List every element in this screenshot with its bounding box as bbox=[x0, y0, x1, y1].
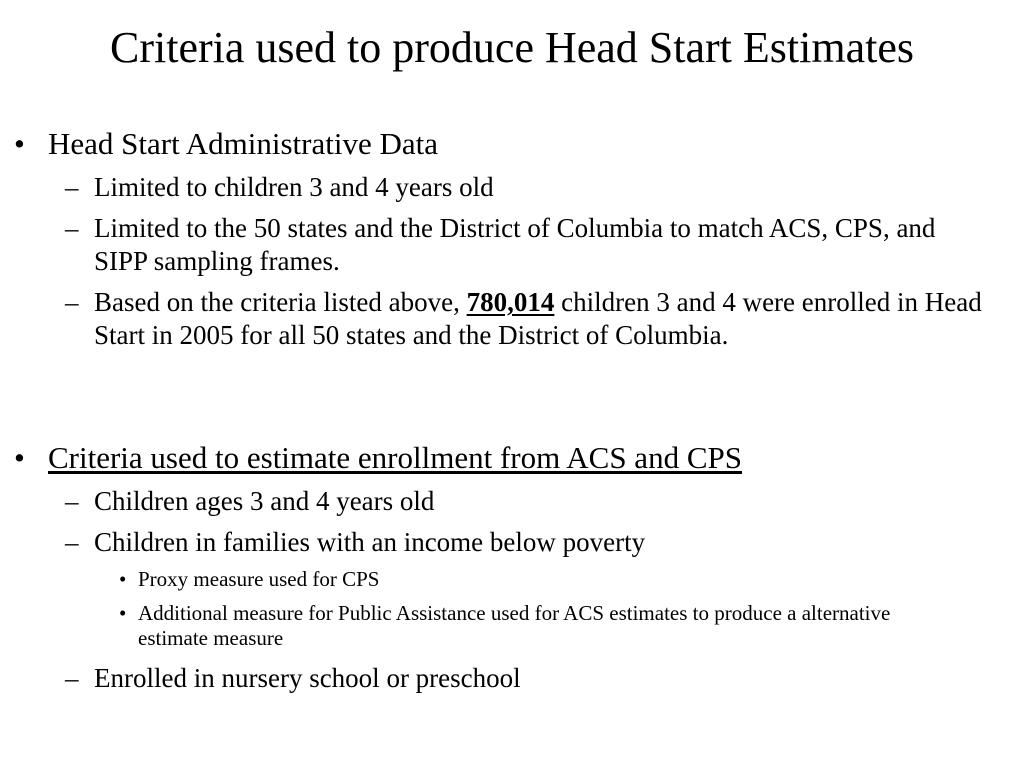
bullet-marker: • bbox=[119, 567, 127, 591]
bullet-marker: • bbox=[14, 126, 25, 161]
section1-item-1 bbox=[65, 171, 995, 204]
section2-subitem-1-text: Proxy measure used for CPS bbox=[138, 567, 380, 591]
section1-item-2-text: Limited to the 50 states and the District of Columbia to match ACS, CPS, and SIPP sampling frames. bbox=[94, 213, 936, 276]
dash-marker: – bbox=[65, 213, 79, 243]
section2-heading: Criteria used to estimate enrollment from ACS and CPS bbox=[48, 440, 742, 475]
dash-marker: – bbox=[65, 172, 79, 202]
section2-item-1 bbox=[65, 485, 995, 518]
section1-item-1-text: Limited to children 3 and 4 years old bbox=[94, 172, 494, 202]
section2-subitem-2 bbox=[116, 601, 926, 651]
section2-item-3 bbox=[65, 662, 995, 695]
section2-subitem-1 bbox=[116, 567, 976, 592]
dash-marker: – bbox=[65, 527, 79, 557]
dash-marker: – bbox=[65, 663, 79, 693]
section1-heading-row bbox=[0, 127, 1000, 161]
section2-item-2 bbox=[65, 526, 995, 559]
bullet-marker: • bbox=[119, 601, 127, 625]
dash-marker: – bbox=[65, 287, 79, 317]
section2-item-3-text: Enrolled in nursery school or preschool bbox=[94, 663, 521, 693]
section1-item-3 bbox=[65, 286, 995, 352]
section2-subitem-2-text: Additional measure for Public Assistance used for ACS estimates to produce a alternative estimate measure bbox=[138, 601, 891, 650]
enrollment-count: 780,014 bbox=[466, 287, 555, 317]
bullet-marker: • bbox=[14, 440, 25, 475]
section1-item-3-text bbox=[94, 286, 995, 352]
section2-item-2-text: Children in families with an income below poverty bbox=[94, 527, 646, 557]
section2-heading-row bbox=[0, 441, 1000, 475]
section1-item-2 bbox=[65, 212, 955, 278]
section2-item-1-text: Children ages 3 and 4 years old bbox=[94, 486, 435, 516]
section1-heading: Head Start Administrative Data bbox=[48, 126, 438, 161]
item3-after: children 3 and 4 were enrolled in Head Start in 2005 for all 50 states and the District of Columbia. bbox=[94, 287, 982, 350]
dash-marker: – bbox=[65, 486, 79, 516]
slide-title: Criteria used to produce Head Start Estimates bbox=[110, 23, 914, 72]
item3-before: Based on the criteria listed above, bbox=[94, 287, 460, 317]
